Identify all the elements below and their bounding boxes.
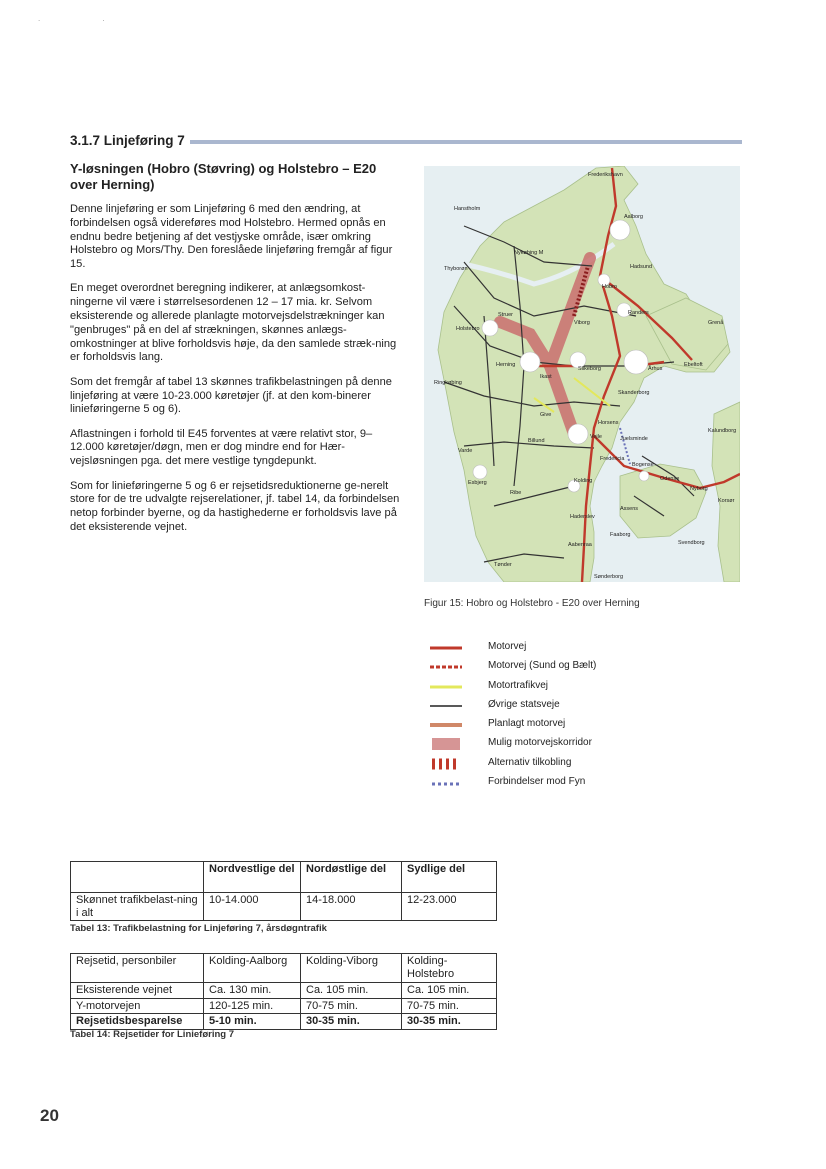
table-row [71,1014,497,1030]
legend-item [428,775,688,794]
legend-symbol-state-road [428,700,464,712]
table-cell: 30-35 min. [301,1014,402,1030]
city-label: Hobro [602,284,617,290]
table-header-row [71,954,497,983]
city-label: Juelsminde [620,436,648,442]
table-header: Sydlige del [402,862,497,893]
table-cell: Rejsetidsbesparelse [71,1014,204,1030]
city-label: Ribe [510,490,522,496]
legend-symbol-motortrafikvej [428,681,464,693]
paragraph: En meget overordnet beregning indikerer, at anlægsomkost-ningerne vil være i størrelsesordenen 12 – 17 mia. kr. Selvom eksisterende og allerede planlagte motorvejsdelstrækninger kan "genbruges" på en del af strækningen, skønnes anlægs-omkostninger at blive forholdsvis høje, da den samlede stræk-ning er forholdsvis lang. [70,282,397,364]
table-cell: Ca. 130 min. [204,983,301,999]
legend-item [428,698,688,717]
city-label: Struer [498,312,513,318]
page-number: 20 [40,1106,59,1125]
city-label: Korsør [718,498,735,504]
map-legend [428,640,688,794]
city-label: Assens [620,506,639,512]
table-header: Nordøstlige del [301,862,402,893]
section-header [70,132,742,150]
table-cell: 14-18.000 [301,893,402,921]
table-cell: 5-10 min. [204,1014,301,1030]
legend-item [428,717,688,736]
paragraph: Denne linjeføring er som Linjeføring 6 med den ændring, at forbindelsen også videreføres mod Holstebro. Hermed opnås en endnu bedre betjening af det vestjyske område, især omkring Holstebro og Mors/Thy. Den foreslåede linjeføring fremgår af figur 15. [70,203,393,271]
city-label: Holstebro [456,326,480,332]
table14-caption: Tabel 14: Rejsetider for Linieføring 7 [70,1029,234,1040]
scan-marks: . . [38,14,135,23]
city-label: Haderslev [570,514,595,520]
table-header-row [71,862,497,893]
table-cell: Skønnet trafikbelast-ning i alt [71,893,204,921]
table-cell: 70-75 min. [301,998,402,1014]
city-label: Århus [648,366,663,372]
legend-item [428,736,688,755]
table-header: Kolding-Aalborg [204,954,301,983]
table-cell: 30-35 min. [402,1014,497,1030]
legend-item [428,756,688,775]
city-label: Silkeborg [578,366,601,372]
city-label: Varde [458,448,473,454]
legend-label: Mulig motorvejskorridor [488,737,592,749]
city-label: Aalborg [624,214,643,220]
city-label: Billund [528,438,545,444]
city-label: Randers [628,310,649,316]
table-cell: Eksisterende vejnet [71,983,204,999]
table-cell: Y-motorvejen [71,998,204,1014]
table-row [71,893,497,921]
legend-symbol-motorway-sund [428,661,464,673]
city-label: Nykøbing M [514,250,544,256]
table-cell: 10-14.000 [204,893,301,921]
city-label: Fredericia [600,456,625,462]
legend-item [428,640,688,659]
paragraph: Som for linieføringerne 5 og 6 er rejsetidsreduktionerne ge-nerelt store for de tre udvalgte rejserelationer, jf. tabel 14, da forbindelsen netop forbinder byerne, og da hastighederne er forholdsvis lave på det eksisterende vejnet. [70,479,400,533]
city-label: Nyborg [690,486,708,492]
city-label: Vejle [590,434,602,440]
legend-item [428,659,688,678]
table13-caption: Tabel 13: Trafikbelastning for Linjeføring 7, årsdøgntrafik [70,923,327,934]
city-label: Hanstholm [454,206,481,212]
legend-label: Alternativ tilkobling [488,756,572,768]
city-label: Odense [660,476,680,482]
section-rule [190,140,742,144]
body-text [70,203,402,545]
city-label: Skanderborg [618,390,650,396]
legend-item [428,679,688,698]
legend-symbol-corridor [428,738,464,750]
city-label: Aabenraa [568,542,592,548]
city-label: Viborg [574,320,590,326]
section-title: 3.1.7 Linjeføring 7 [70,133,189,148]
table-header: Nordvestlige del [204,862,301,893]
city-label: Horsens [598,420,619,426]
city-label: Hadsund [630,264,653,270]
city-label: Give [540,412,552,418]
table-cell: Ca. 105 min. [301,983,402,999]
legend-symbol-planned [428,719,464,731]
table-row [71,998,497,1014]
table-cell [71,862,204,893]
travel-time-table [70,953,497,1030]
paragraph: Som det fremgår af tabel 13 skønnes trafikbelastningen på denne linjeføring at være 10-23.000 køretøjer (jf. at den kom-binerer linieføringerne 5 og 6). [70,375,392,416]
city-label: Frederikshavn [588,172,623,178]
table-cell: 12-23.000 [402,893,497,921]
city-label: Kalundborg [708,428,737,434]
legend-label: Motortrafikvej [488,679,549,691]
city-label: Sønderborg [594,574,624,580]
legend-symbol-motorway [428,642,464,654]
city-label: Bogense [632,462,654,468]
city-label: Ebeltoft [684,362,703,368]
city-label: Faaborg [610,532,631,538]
legend-symbol-fyn [428,777,464,789]
table-cell: 120-125 min. [204,998,301,1014]
city-label: Tønder [494,562,512,568]
denmark-map [424,166,740,582]
city-label: Ikast [540,374,552,380]
city-label: Thyborøn [444,266,468,272]
table-header: Kolding-Viborg [301,954,402,983]
city-label: Esbjerg [468,480,487,486]
legend-label: Motorvej (Sund og Bælt) [488,660,597,672]
city-label: Kolding [574,478,593,484]
table-header: Kolding-Holstebro [402,954,497,983]
table-cell: Ca. 105 min. [402,983,497,999]
traffic-table [70,861,497,921]
table-cell: 70-75 min. [402,998,497,1014]
legend-symbol-alternative [428,758,464,770]
subheading: Y-løsningen (Hobro (Støvring) og Holstebro – E20 over Herning) [70,161,377,192]
city-label: Herning [496,362,516,368]
legend-label: Øvrige statsveje [488,698,560,710]
legend-label: Forbindelser mod Fyn [488,776,586,788]
legend-label: Motorvej [488,641,527,652]
figure-caption: Figur 15: Hobro og Holstebro - E20 over Herning [424,598,640,609]
table-header: Rejsetid, personbiler [71,954,204,983]
city-label: Grenå [708,320,724,326]
city-label: Ringkøbing [434,380,462,386]
paragraph: Aflastningen i forhold til E45 forventes at være relativt stor, 9–12.000 køretøjer/døgn, men er dog mindre end for Hær-vejsløsningen pga. det mere vestlige tyngdepunkt. [70,427,373,468]
legend-label: Planlagt motorvej [488,718,566,730]
city-label: Svendborg [678,540,705,546]
table-row [71,983,497,999]
